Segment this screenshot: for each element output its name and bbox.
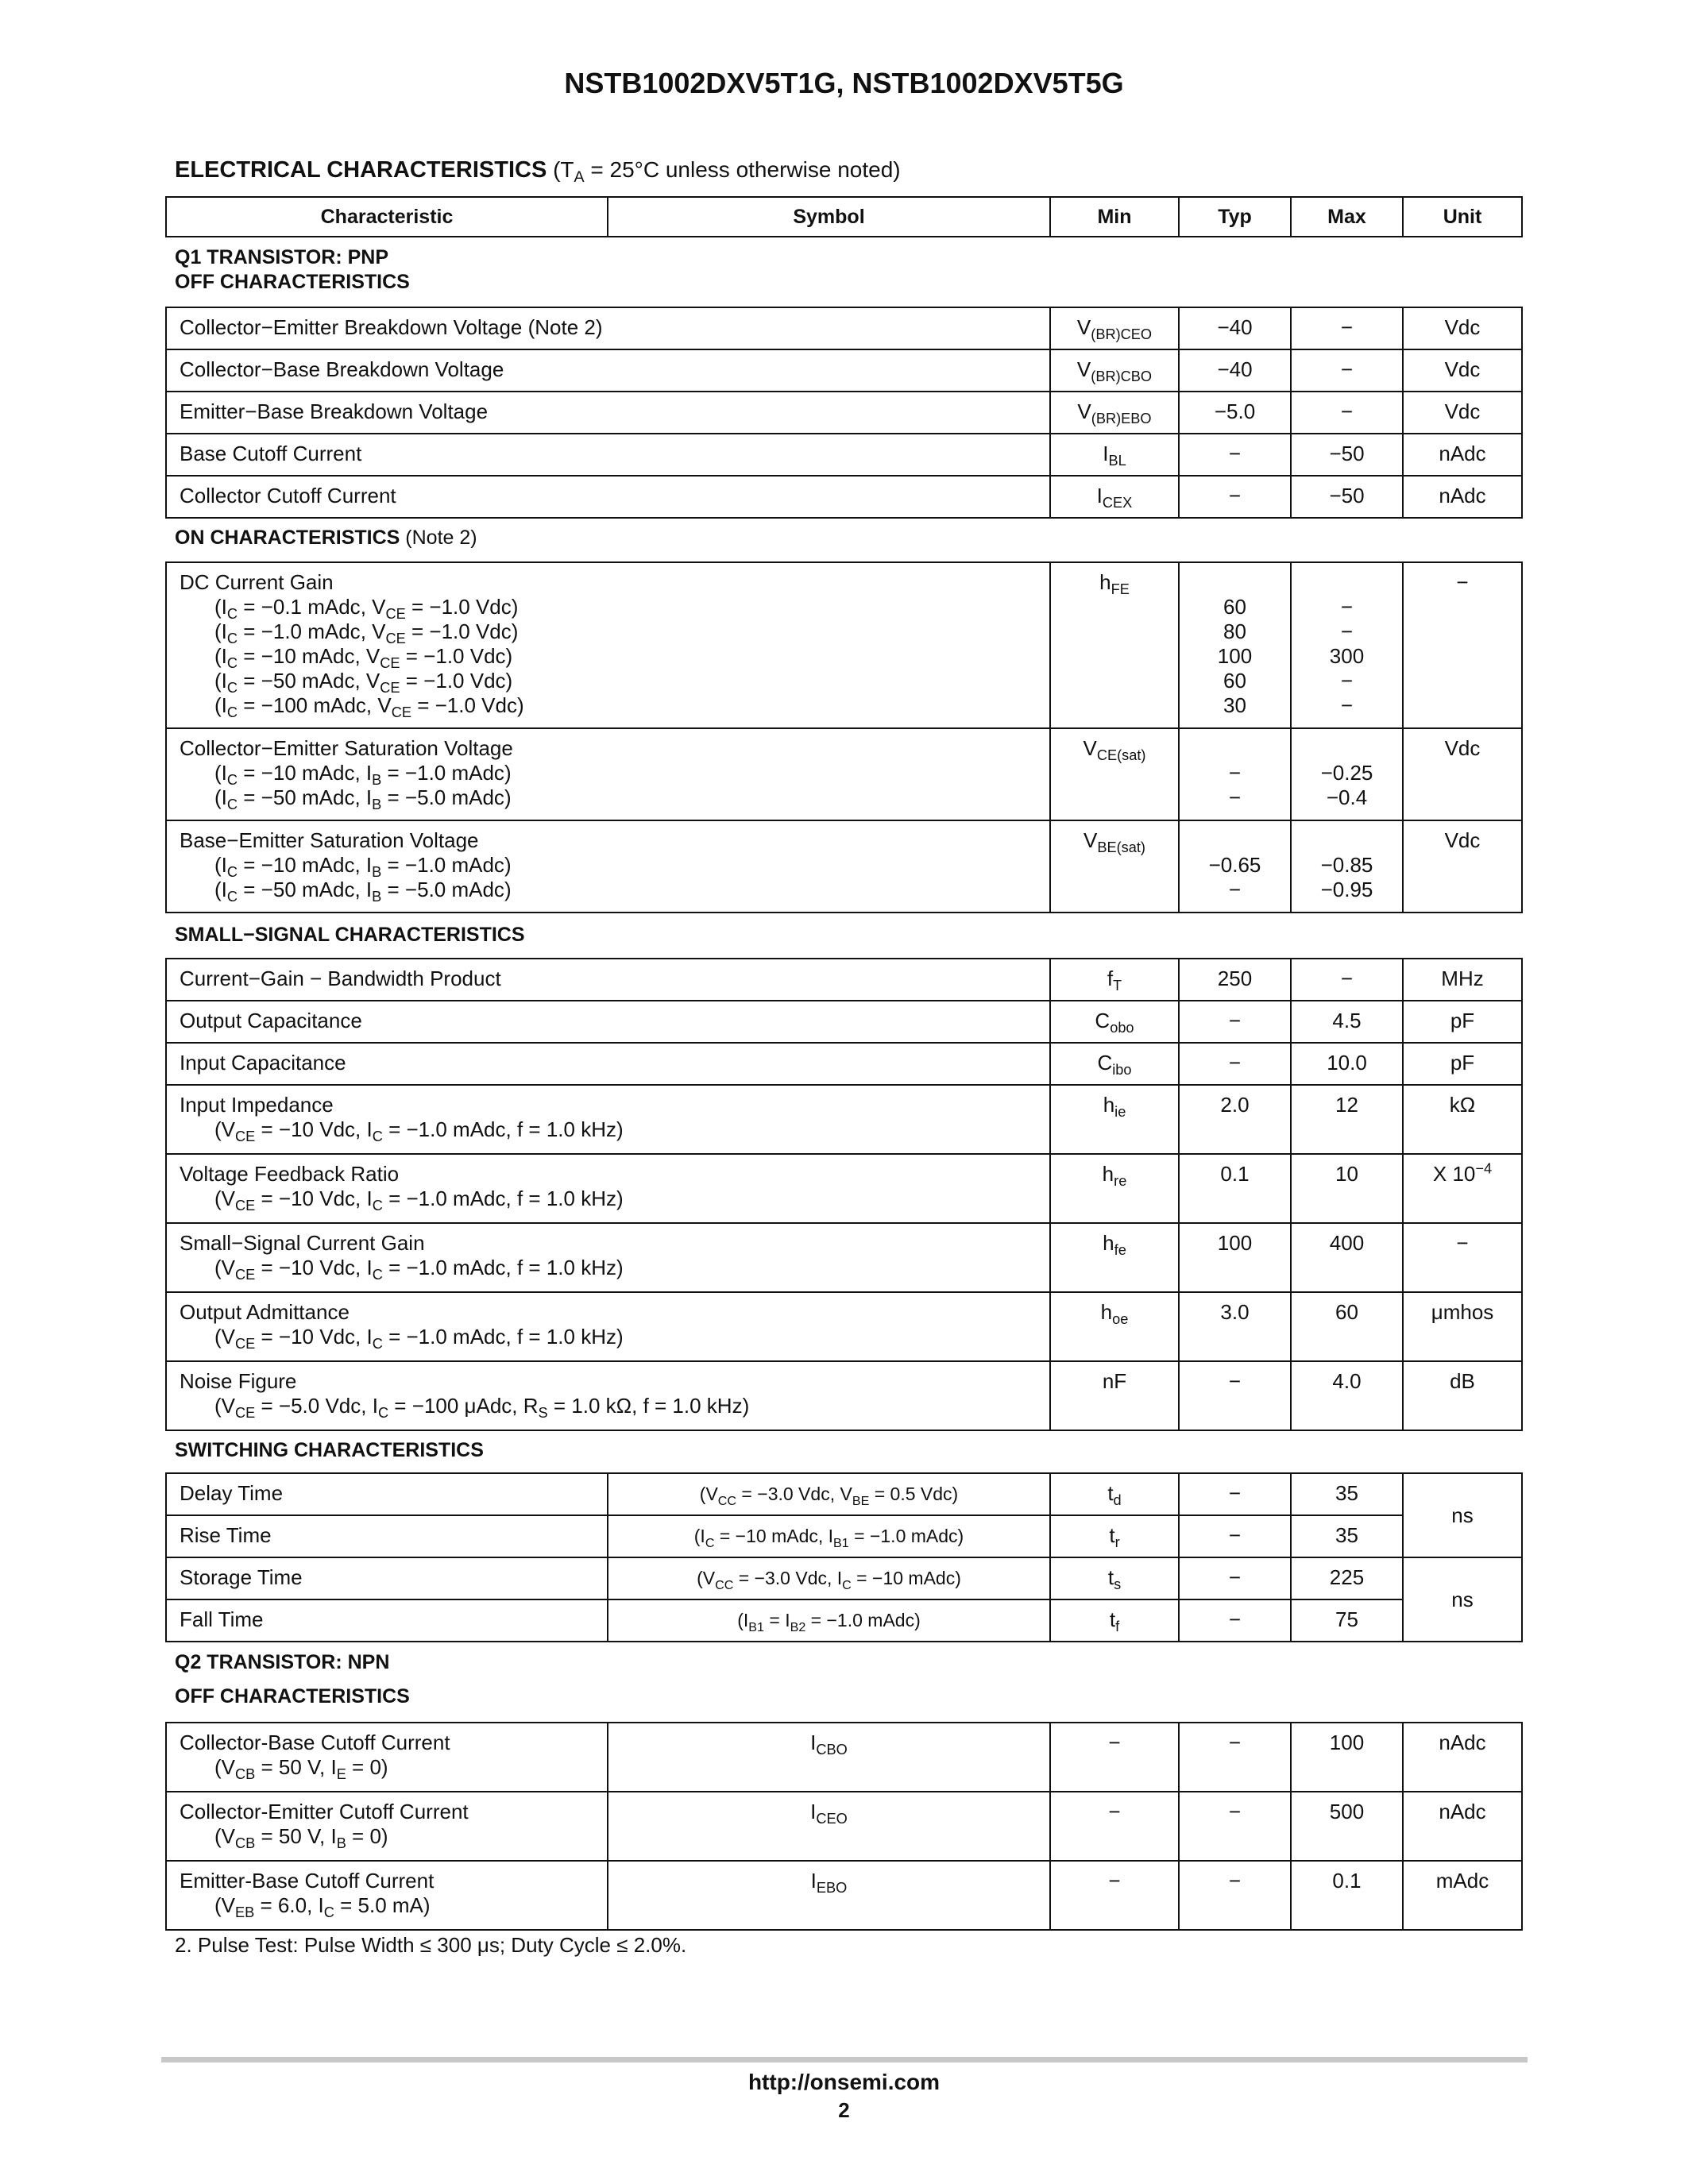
header-row — [166, 197, 1522, 237]
switching-table — [165, 1472, 1523, 1642]
hfe-small-condition: ($V_{CE} = -10$ Vdc, $I_C = -1.0$ mAdc, f = 1.0 kHz) — [214, 1256, 624, 1283]
hie-symbol: $h_{ie}$ — [1103, 1093, 1126, 1120]
table-row — [166, 476, 1522, 518]
hfe-condition-5: ($I_C = -100$ mAdc, $V_{CE} = -1.0$ Vdc) — [214, 693, 524, 720]
fall-time-condition: ($I_{B1} = I_{B2} = -1.0$ mAdc) — [608, 1599, 1050, 1642]
cibo-min: − — [1228, 1051, 1242, 1075]
npn-row-condition: ($V_{EB} = 6.0$, $I_C = 5.0$ mA) — [214, 1893, 431, 1920]
npn-row-condition: ($V_{CB} = 50$ V, $I_B = 0$) — [214, 1824, 388, 1851]
table-row — [166, 1154, 1522, 1223]
off-row-label: Base Cutoff Current — [180, 442, 362, 465]
nf-condition: ($V_{CE} = -5.0$ Vdc, $I_C = -100$ μAdc, $R_S = 1.0$ kΩ, f = 1.0 kHz) — [214, 1394, 750, 1421]
nf-symbol: nF — [1102, 1369, 1127, 1393]
header-table — [165, 196, 1523, 237]
hfe-small-label: Small−Signal Current Gain — [180, 1231, 425, 1255]
storage-time-min: − — [1228, 1565, 1242, 1589]
npn-row-typ: − — [1228, 1731, 1242, 1754]
q2-off-table — [165, 1722, 1523, 1931]
fall-time-label: Fall Time — [180, 1607, 264, 1631]
hfe-condition-4: ($I_C = -50$ mAdc, $V_{CE} = -1.0$ Vdc) — [214, 669, 513, 696]
vbesat-min: −0.65 − — [1208, 853, 1261, 901]
hoe-min: 3.0 — [1220, 1300, 1250, 1324]
rise-time-max: 35 — [1335, 1523, 1358, 1547]
table-row — [166, 392, 1522, 434]
storage-time-label: Storage Time — [180, 1565, 303, 1589]
footer-url[interactable]: http://onsemi.com — [747, 2070, 941, 2094]
hoe-label: Output Admittance — [180, 1300, 350, 1324]
off-row-symbol: $V_{(BR)CBO}$ — [1076, 357, 1153, 384]
cobo-symbol: $C_{obo}$ — [1095, 1009, 1134, 1036]
off-row-unit: Vdc — [1444, 315, 1481, 339]
rise-time-label: Rise Time — [180, 1523, 272, 1547]
hfe-unit: − — [1456, 570, 1469, 594]
cibo-unit: pF — [1450, 1051, 1475, 1075]
table-row — [166, 349, 1522, 392]
off-row-min: − — [1228, 484, 1242, 507]
hfe-small-symbol: $h_{fe}$ — [1103, 1231, 1126, 1258]
storage-time-condition: ($V_{CC} = -3.0$ Vdc, $I_C = -10$ mAdc) — [608, 1557, 1050, 1599]
hoe-max: 60 — [1335, 1300, 1358, 1324]
hie-min: 2.0 — [1220, 1093, 1250, 1117]
off-row-symbol: $I_{BL}$ — [1103, 442, 1126, 469]
off-row-unit: Vdc — [1444, 357, 1481, 381]
hre-label: Voltage Feedback Ratio — [180, 1162, 400, 1186]
delay-time-min: − — [1228, 1481, 1242, 1505]
section-q2-off: OFF CHARACTERISTICS — [175, 1685, 410, 1707]
table-row — [166, 1292, 1522, 1361]
col-max: Max — [1291, 197, 1403, 237]
small-signal-table — [165, 958, 1523, 1431]
off-row-min: − — [1228, 442, 1242, 465]
table-row — [166, 1861, 1522, 1930]
vbesat-condition-2: ($I_C = -50$ mAdc, $I_B = -5.0$ mAdc) — [214, 878, 512, 905]
hre-unit: X $10^{-4}$ — [1432, 1160, 1493, 1186]
table-row — [166, 1473, 1522, 1515]
off-row-max: −50 — [1329, 442, 1365, 465]
npn-row-min: − — [1108, 1869, 1121, 1893]
nf-min: − — [1228, 1369, 1242, 1393]
hfe-small-max: 400 — [1329, 1231, 1365, 1255]
off-row-label: Collector Cutoff Current — [180, 484, 396, 507]
hfe-condition-1: ($I_C = -0.1$ mAdc, $V_{CE} = -1.0$ Vdc) — [214, 595, 519, 622]
ft-unit: MHz — [1441, 967, 1484, 990]
col-characteristic: Characteristic — [166, 197, 608, 237]
off-row-symbol: $V_{(BR)EBO}$ — [1077, 399, 1152, 426]
delay-time-condition: ($V_{CC} = -3.0$ Vdc, $V_{BE} = 0.5$ Vdc) — [608, 1473, 1050, 1515]
off-row-min: −40 — [1217, 315, 1253, 339]
ft-min: 250 — [1217, 967, 1253, 990]
off-row-symbol: $V_{(BR)CEO}$ — [1076, 315, 1153, 342]
vbesat-label: Base−Emitter Saturation Voltage — [180, 828, 479, 852]
col-unit: Unit — [1403, 197, 1522, 237]
hie-max: 12 — [1335, 1093, 1358, 1117]
hre-symbol: $h_{re}$ — [1102, 1162, 1127, 1189]
off-row-min: −5.0 — [1214, 399, 1256, 423]
vbesat-unit: Vdc — [1444, 828, 1481, 852]
vbesat-symbol: $V_{BE(sat)}$ — [1083, 828, 1145, 855]
rise-time-condition: ($I_C = -10$ mAdc, $I_{B1} = -1.0$ mAdc) — [608, 1515, 1050, 1557]
vcesat-condition-2: ($I_C = -50$ mAdc, $I_B = -5.0$ mAdc) — [214, 785, 512, 812]
npn-row-unit: nAdc — [1439, 1800, 1486, 1823]
cobo-label: Output Capacitance — [180, 1009, 362, 1032]
npn-row-symbol: $I_{EBO}$ — [810, 1869, 848, 1896]
vcesat-label: Collector−Emitter Saturation Voltage — [180, 736, 513, 760]
vbesat-condition-1: ($I_C = -10$ mAdc, $I_B = -1.0$ mAdc) — [214, 853, 512, 880]
npn-row-symbol: $I_{CBO}$ — [810, 1731, 848, 1758]
section-on-characteristics: ON CHARACTERISTICS (Note 2) — [175, 527, 477, 549]
table-row — [166, 1361, 1522, 1430]
vcesat-symbol: $V_{CE(sat)}$ — [1083, 736, 1146, 763]
npn-row-max: 100 — [1329, 1731, 1365, 1754]
npn-row-symbol: $I_{CEO}$ — [810, 1800, 848, 1827]
vbesat-max: −0.85 −0.95 — [1320, 853, 1373, 901]
cobo-unit: pF — [1450, 1009, 1475, 1032]
vcesat-max: −0.25 −0.4 — [1320, 761, 1373, 809]
section-small-signal: SMALL−SIGNAL CHARACTERISTICS — [175, 924, 525, 946]
table-row — [166, 1085, 1522, 1154]
npn-row-label: Collector-Base Cutoff Current — [180, 1731, 450, 1754]
hre-max: 10 — [1335, 1162, 1358, 1186]
delay-time-symbol: $t_d$ — [1107, 1481, 1122, 1508]
off-row-max: − — [1340, 315, 1354, 339]
delay-time-max: 35 — [1335, 1481, 1358, 1505]
footer-rule — [161, 2057, 1528, 2062]
section-q1-pnp: Q1 TRANSISTOR: PNP OFF CHARACTERISTICS — [175, 246, 410, 293]
vcesat-unit: Vdc — [1444, 736, 1481, 760]
table-row — [166, 1515, 1522, 1557]
table-row — [166, 1723, 1522, 1792]
nf-unit: dB — [1450, 1369, 1475, 1393]
npn-row-min: − — [1108, 1800, 1121, 1823]
npn-row-unit: nAdc — [1439, 1731, 1486, 1754]
off-row-unit: nAdc — [1439, 484, 1486, 507]
table-row — [166, 1043, 1522, 1085]
off-row-max: − — [1340, 399, 1354, 423]
table-row — [166, 820, 1522, 913]
switching-unit-b: ns — [1403, 1557, 1522, 1642]
hfe-symbol: $h_{FE}$ — [1099, 570, 1130, 597]
section-q2-npn: Q2 TRANSISTOR: NPN — [175, 1651, 390, 1673]
off-row-max: −50 — [1329, 484, 1365, 507]
off-row-max: − — [1340, 357, 1354, 381]
table-row — [166, 1557, 1522, 1599]
cibo-symbol: $C_{ibo}$ — [1097, 1051, 1132, 1078]
hoe-unit: μmhos — [1431, 1300, 1494, 1324]
rise-time-symbol: $t_r$ — [1109, 1523, 1120, 1550]
switching-unit-a: ns — [1403, 1473, 1522, 1557]
hie-label: Input Impedance — [180, 1093, 334, 1117]
hre-condition: ($V_{CE} = -10$ Vdc, $I_C = -1.0$ mAdc, f = 1.0 kHz) — [214, 1187, 624, 1214]
ft-label: Current−Gain − Bandwidth Product — [180, 967, 501, 990]
hfe-small-min: 100 — [1217, 1231, 1253, 1255]
npn-row-typ: − — [1228, 1869, 1242, 1893]
nf-max: 4.0 — [1332, 1369, 1362, 1393]
npn-row-condition: ($V_{CB} = 50$ V, $I_E = 0$) — [214, 1755, 388, 1782]
cibo-label: Input Capacitance — [180, 1051, 346, 1075]
hfe-label: DC Current Gain — [180, 570, 334, 594]
npn-row-max: 0.1 — [1332, 1869, 1362, 1893]
npn-row-min: − — [1108, 1731, 1121, 1754]
vcesat-condition-1: ($I_C = -10$ mAdc, $I_B = -1.0$ mAdc) — [214, 761, 512, 788]
npn-row-label: Emitter-Base Cutoff Current — [180, 1869, 435, 1893]
hfe-min: 60 80 100 60 30 — [1217, 595, 1253, 717]
rise-time-min: − — [1228, 1523, 1242, 1547]
table-row — [166, 562, 1522, 728]
hfe-condition-2: ($I_C = -1.0$ mAdc, $V_{CE} = -1.0$ Vdc) — [214, 619, 519, 646]
hoe-symbol: $h_{oe}$ — [1100, 1300, 1129, 1327]
section-switching: SWITCHING CHARACTERISTICS — [175, 1439, 484, 1461]
off-row-label: Collector−Emitter Breakdown Voltage (Note 2) — [180, 315, 603, 339]
ft-max: − — [1340, 967, 1354, 990]
fall-time-symbol: $t_f$ — [1109, 1607, 1120, 1634]
q1-off-table — [165, 307, 1523, 519]
table-row — [166, 1599, 1522, 1642]
off-row-unit: nAdc — [1439, 442, 1486, 465]
storage-time-symbol: $t_s$ — [1107, 1565, 1122, 1592]
fall-time-max: 75 — [1335, 1607, 1358, 1631]
col-typ: Typ — [1179, 197, 1291, 237]
electrical-characteristics-heading: ELECTRICAL CHARACTERISTICS ($T_A = 25^\circ C$ unless otherwise noted) — [175, 157, 901, 186]
table-row — [166, 307, 1522, 349]
table-row — [166, 959, 1522, 1001]
off-row-symbol: $I_{CEX}$ — [1096, 484, 1133, 511]
hfe-condition-3: ($I_C = -10$ mAdc, $V_{CE} = -1.0$ Vdc) — [214, 644, 513, 671]
table-row — [166, 728, 1522, 820]
off-row-label: Emitter−Base Breakdown Voltage — [180, 399, 489, 423]
cobo-max: 4.5 — [1332, 1009, 1362, 1032]
document-title: NSTB1002DXV5T1G, NSTB1002DXV5T5G — [564, 67, 1124, 99]
page-number: 2 — [838, 2098, 850, 2122]
table-row — [166, 1223, 1522, 1292]
nf-label: Noise Figure — [180, 1369, 297, 1393]
npn-row-label: Collector-Emitter Cutoff Current — [180, 1800, 469, 1823]
off-row-unit: Vdc — [1444, 399, 1481, 423]
table-row — [166, 1792, 1522, 1861]
hie-condition: ($V_{CE} = -10$ Vdc, $I_C = -1.0$ mAdc, f = 1.0 kHz) — [214, 1117, 624, 1144]
npn-row-max: 500 — [1329, 1800, 1365, 1823]
off-row-min: −40 — [1217, 357, 1253, 381]
hoe-condition: ($V_{CE} = -10$ Vdc, $I_C = -1.0$ mAdc, f = 1.0 kHz) — [214, 1325, 624, 1352]
hie-unit: kΩ — [1449, 1093, 1476, 1117]
vcesat-min: − − — [1228, 761, 1242, 809]
col-min: Min — [1050, 197, 1179, 237]
hfe-max: − − 300 − − — [1329, 595, 1365, 717]
cobo-min: − — [1228, 1009, 1242, 1032]
hre-min: 0.1 — [1220, 1162, 1250, 1186]
delay-time-label: Delay Time — [180, 1481, 284, 1505]
storage-time-max: 225 — [1329, 1565, 1365, 1589]
footnote-pulse-test: 2. Pulse Test: Pulse Width ≤ 300 μs; Duty Cycle ≤ 2.0%. — [175, 1933, 687, 1957]
col-symbol: Symbol — [608, 197, 1050, 237]
table-row — [166, 1001, 1522, 1043]
cibo-max: 10.0 — [1327, 1051, 1367, 1075]
fall-time-min: − — [1228, 1607, 1242, 1631]
table-row — [166, 434, 1522, 476]
npn-row-typ: − — [1228, 1800, 1242, 1823]
off-row-label: Collector−Base Breakdown Voltage — [180, 357, 504, 381]
hfe-small-unit: − — [1456, 1231, 1469, 1255]
npn-row-unit: mAdc — [1435, 1869, 1489, 1893]
ft-symbol: $f_T$ — [1107, 967, 1122, 994]
q1-on-table — [165, 561, 1523, 913]
